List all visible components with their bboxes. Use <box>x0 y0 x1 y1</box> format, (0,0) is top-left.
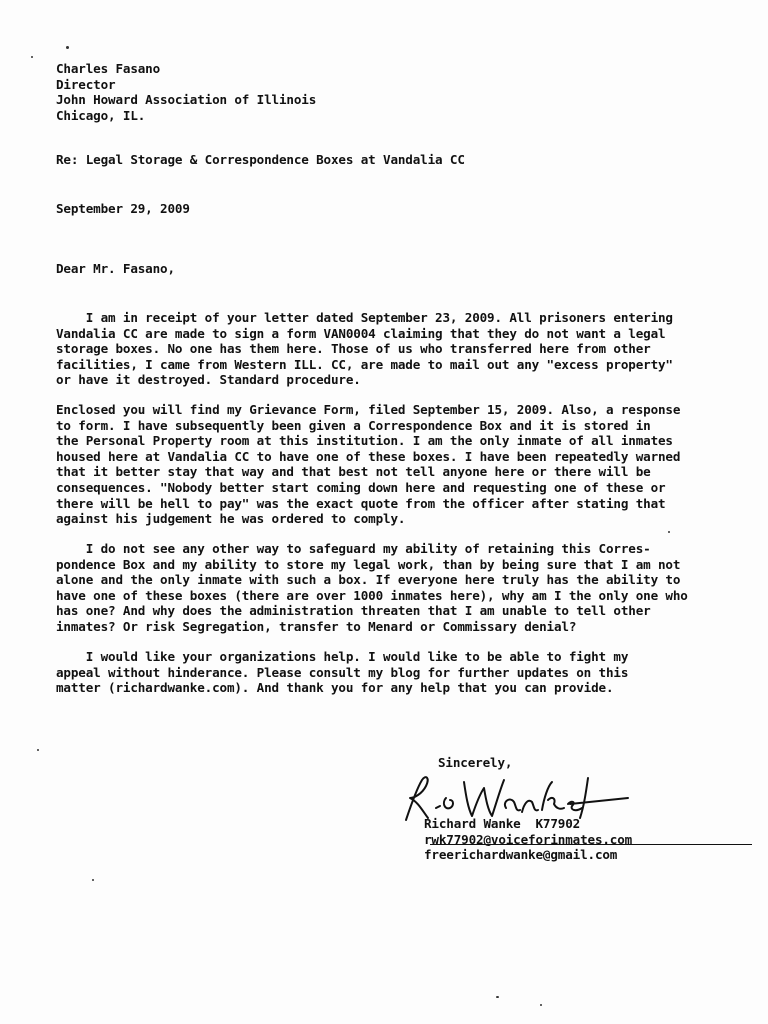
salutation: Dear Mr. Fasano, <box>56 261 175 276</box>
paragraph-line: storage boxes. No one has them here. Those of us who transferred here from other <box>56 341 651 357</box>
paragraph-line: has one? And why does the administration threaten that I am unable to tell other <box>56 603 651 619</box>
paragraph-line: matter (richardwanke.com). And thank you for any help that you can provide. <box>56 680 614 696</box>
paragraph-1 <box>56 310 673 388</box>
paragraph-line: facilities, I came from Western ILL. CC, are made to mail out any "excess property" <box>56 356 673 372</box>
paragraph-line: the Personal Property room at this institution. I am the only inmate of all inmates <box>56 433 673 449</box>
paragraph-line: inmates? Or risk Segregation, transfer to Menard or Commissary denial? <box>56 618 577 634</box>
scan-speck <box>668 531 670 533</box>
recipient-name: Charles Fasano <box>56 61 161 76</box>
paragraph-line: against his judgement he was ordered to comply. <box>56 511 406 527</box>
paragraph-2 <box>56 402 680 527</box>
signer-name: Richard Wanke K77902 <box>424 816 581 831</box>
paragraph-line: alone and the only inmate with such a box. If everyone here truly has the ability to <box>56 572 681 588</box>
signer-email-primary: rwk77902@voiceforinmates.com <box>424 831 633 847</box>
letter-date: September 29, 2009 <box>56 201 190 216</box>
scan-speck <box>92 879 94 881</box>
paragraph-line: housed here at Vandalia CC to have one of these boxes. I have been repeatedly warned <box>56 448 681 464</box>
paragraph-line: I am in receipt of your letter dated September 23, 2009. All prisoners entering <box>56 310 673 325</box>
closing: Sincerely, <box>438 755 513 770</box>
paragraph-line: appeal without hinderance. Please consult my blog for further updates on this <box>56 664 629 680</box>
signer-email-secondary: freerichardwanke@gmail.com <box>424 847 618 863</box>
signer-info <box>424 816 632 863</box>
paragraph-line: there will be hell to pay" was the exact quote from the officer after stating that <box>56 495 666 511</box>
recipient-address <box>56 61 316 123</box>
paragraph-3 <box>56 541 688 635</box>
paragraph-line: have one of these boxes (there are over 1000 inmates here), why am I the only one who <box>56 587 688 603</box>
recipient-location: Chicago, IL. <box>56 107 146 123</box>
recipient-title: Director <box>56 76 116 92</box>
paragraph-4 <box>56 649 628 696</box>
scan-speck <box>37 749 39 751</box>
scan-speck <box>540 1004 542 1006</box>
paragraph-line: consequences. "Nobody better start coming down here and requesting one of these or <box>56 479 666 495</box>
recipient-organization: John Howard Association of Illinois <box>56 92 317 108</box>
scan-speck <box>496 996 499 998</box>
signature-rule <box>430 844 752 845</box>
scan-speck <box>31 56 33 58</box>
paragraph-line: pondence Box and my ability to store my legal work, than by being sure that I am not <box>56 556 681 572</box>
paragraph-line: I would like your organizations help. I would like to be able to fight my <box>56 649 629 664</box>
paragraph-line: or have it destroyed. Standard procedure. <box>56 372 361 388</box>
paragraph-line: to form. I have subsequently been given a Correspondence Box and it is stored in <box>56 417 651 433</box>
subject-line: Re: Legal Storage & Correspondence Boxes at Vandalia CC <box>56 152 465 167</box>
paragraph-line: Vandalia CC are made to sign a form VAN0004 claiming that they do not want a legal <box>56 325 666 341</box>
paragraph-line: that it better stay that way and that best not tell anyone here or there will be <box>56 464 651 480</box>
paragraph-line: Enclosed you will find my Grievance Form, filed September 15, 2009. Also, a response <box>56 402 681 417</box>
paragraph-line: I do not see any other way to safeguard my ability of retaining this Corres- <box>56 541 651 556</box>
scan-speck <box>66 46 69 49</box>
